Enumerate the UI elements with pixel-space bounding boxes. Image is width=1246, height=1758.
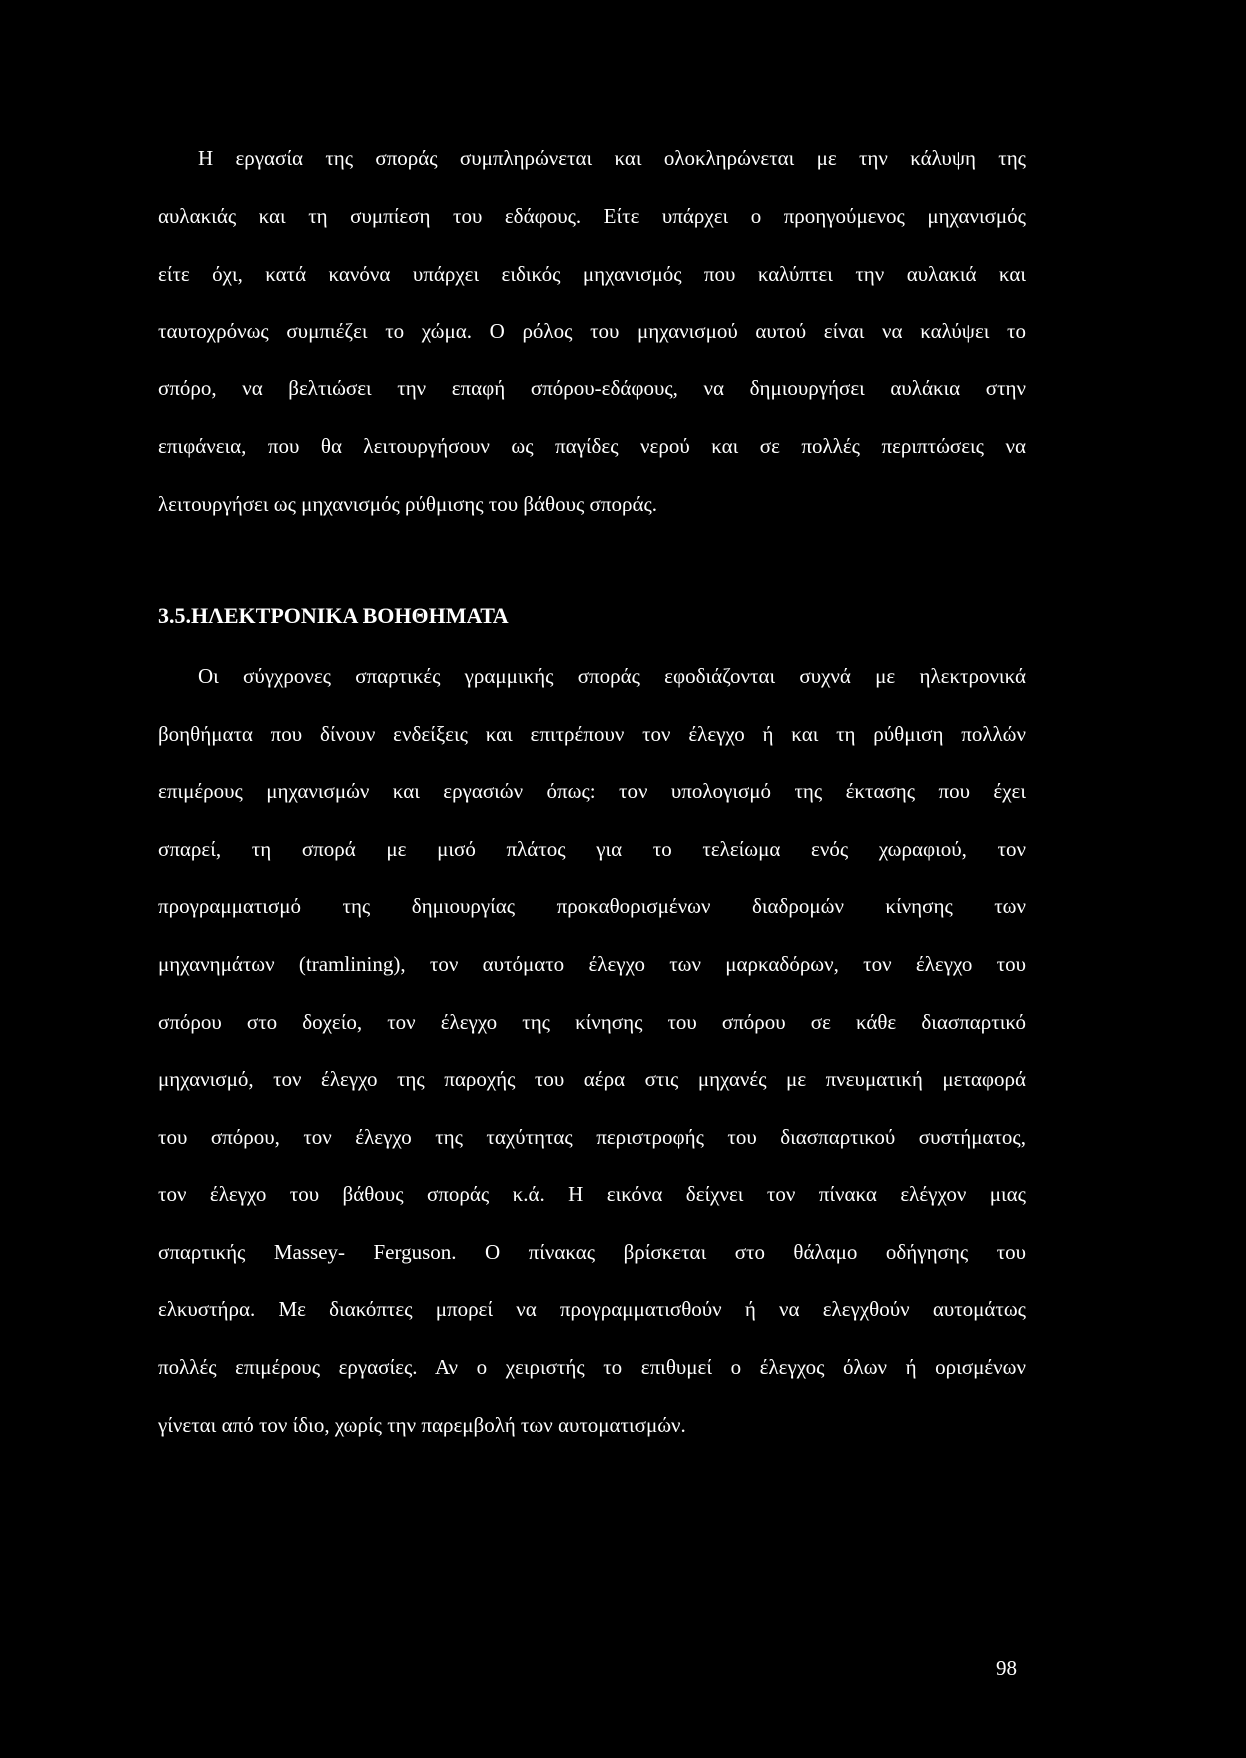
paragraph-2-line-8: μηχανισμό, τον έλεγχο της παροχής του αέρα στις μηχανές με πνευματική μεταφορά (158, 1067, 1026, 1091)
paragraph-2-line-4: σπαρεί, τη σπορά με μισό πλάτος για το τελείωμα ενός χωραφιού, τον (158, 837, 1026, 861)
paragraph-2-line-6: μηχανημάτων (tramlining), τον αυτόματο έλεγχο των μαρκαδόρων, τον έλεγχο του (158, 952, 1026, 976)
paragraph-2-line-2: βοηθήματα που δίνουν ενδείξεις και επιτρέπουν τον έλεγχο ή και τη ρύθμιση πολλών (158, 722, 1026, 746)
paragraph-1-line-5: σπόρο, να βελτιώσει την επαφή σπόρου-εδάφους, να δημιουργήσει αυλάκια στην (158, 376, 1026, 400)
paragraph-2-line-12: ελκυστήρα. Με διακόπτες μπορεί να προγραμματισθούν ή να ελεγχθούν αυτομάτως (158, 1297, 1026, 1321)
paragraph-2-line-10: τον έλεγχο του βάθους σποράς κ.ά. Η εικόνα δείχνει τον πίνακα ελέγχον μιας (158, 1182, 1026, 1206)
paragraph-2-line-13: πολλές επιμέρους εργασίες. Αν ο χειριστής το επιθυμεί ο έλεγχος όλων ή ορισμένων (158, 1355, 1026, 1379)
paragraph-2-line-9: του σπόρου, τον έλεγχο της ταχύτητας περιστροφής του διασπαρτικού συστήματος, (158, 1125, 1026, 1149)
paragraph-1-line-1: Η εργασία της σποράς συμπληρώνεται και ολοκληρώνεται με την κάλυψη της (198, 146, 1026, 170)
paragraph-1-line-2: αυλακιάς και τη συμπίεση του εδάφους. Είτε υπάρχει ο προηγούμενος μηχανισμός (158, 204, 1026, 228)
paragraph-2-line-7: σπόρου στο δοχείο, τον έλεγχο της κίνησης του σπόρου σε κάθε διασπαρτικό (158, 1010, 1026, 1034)
paragraph-1-line-3: είτε όχι, κατά κανόνα υπάρχει ειδικός μηχανισμός που καλύπτει την αυλακιά και (158, 262, 1026, 286)
page-number: 98 (996, 1656, 1017, 1680)
paragraph-2-line-5: προγραμματισμό της δημιουργίας προκαθορισμένων διαδρομών κίνησης των (158, 894, 1026, 918)
section-heading: 3.5.ΗΛΕΚΤΡΟΝΙΚΑ ΒΟΗΘΗΜΑΤΑ (158, 603, 509, 628)
paragraph-2-line-3: επιμέρους μηχανισμών και εργασιών όπως: τον υπολογισμό της έκτασης που έχει (158, 779, 1026, 803)
paragraph-2-line-11: σπαρτικής Massey- Ferguson. Ο πίνακας βρίσκεται στο θάλαμο οδήγησης του (158, 1240, 1026, 1264)
paragraph-1-line-4: ταυτοχρόνως συμπιέζει το χώμα. Ο ρόλος του μηχανισμού αυτού είναι να καλύψει το (158, 319, 1026, 343)
paragraph-2-line-14: γίνεται από τον ίδιο, χωρίς την παρεμβολή των αυτοματισμών. (158, 1413, 686, 1437)
paragraph-1-line-7: λειτουργήσει ως μηχανισμός ρύθμισης του βάθους σποράς. (158, 492, 658, 516)
paragraph-1-line-6: επιφάνεια, που θα λειτουργήσουν ως παγίδες νερού και σε πολλές περιπτώσεις να (158, 434, 1026, 458)
paragraph-2-line-1: Οι σύγχρονες σπαρτικές γραμμικής σποράς εφοδιάζονται συχνά με ηλεκτρονικά (198, 664, 1026, 688)
